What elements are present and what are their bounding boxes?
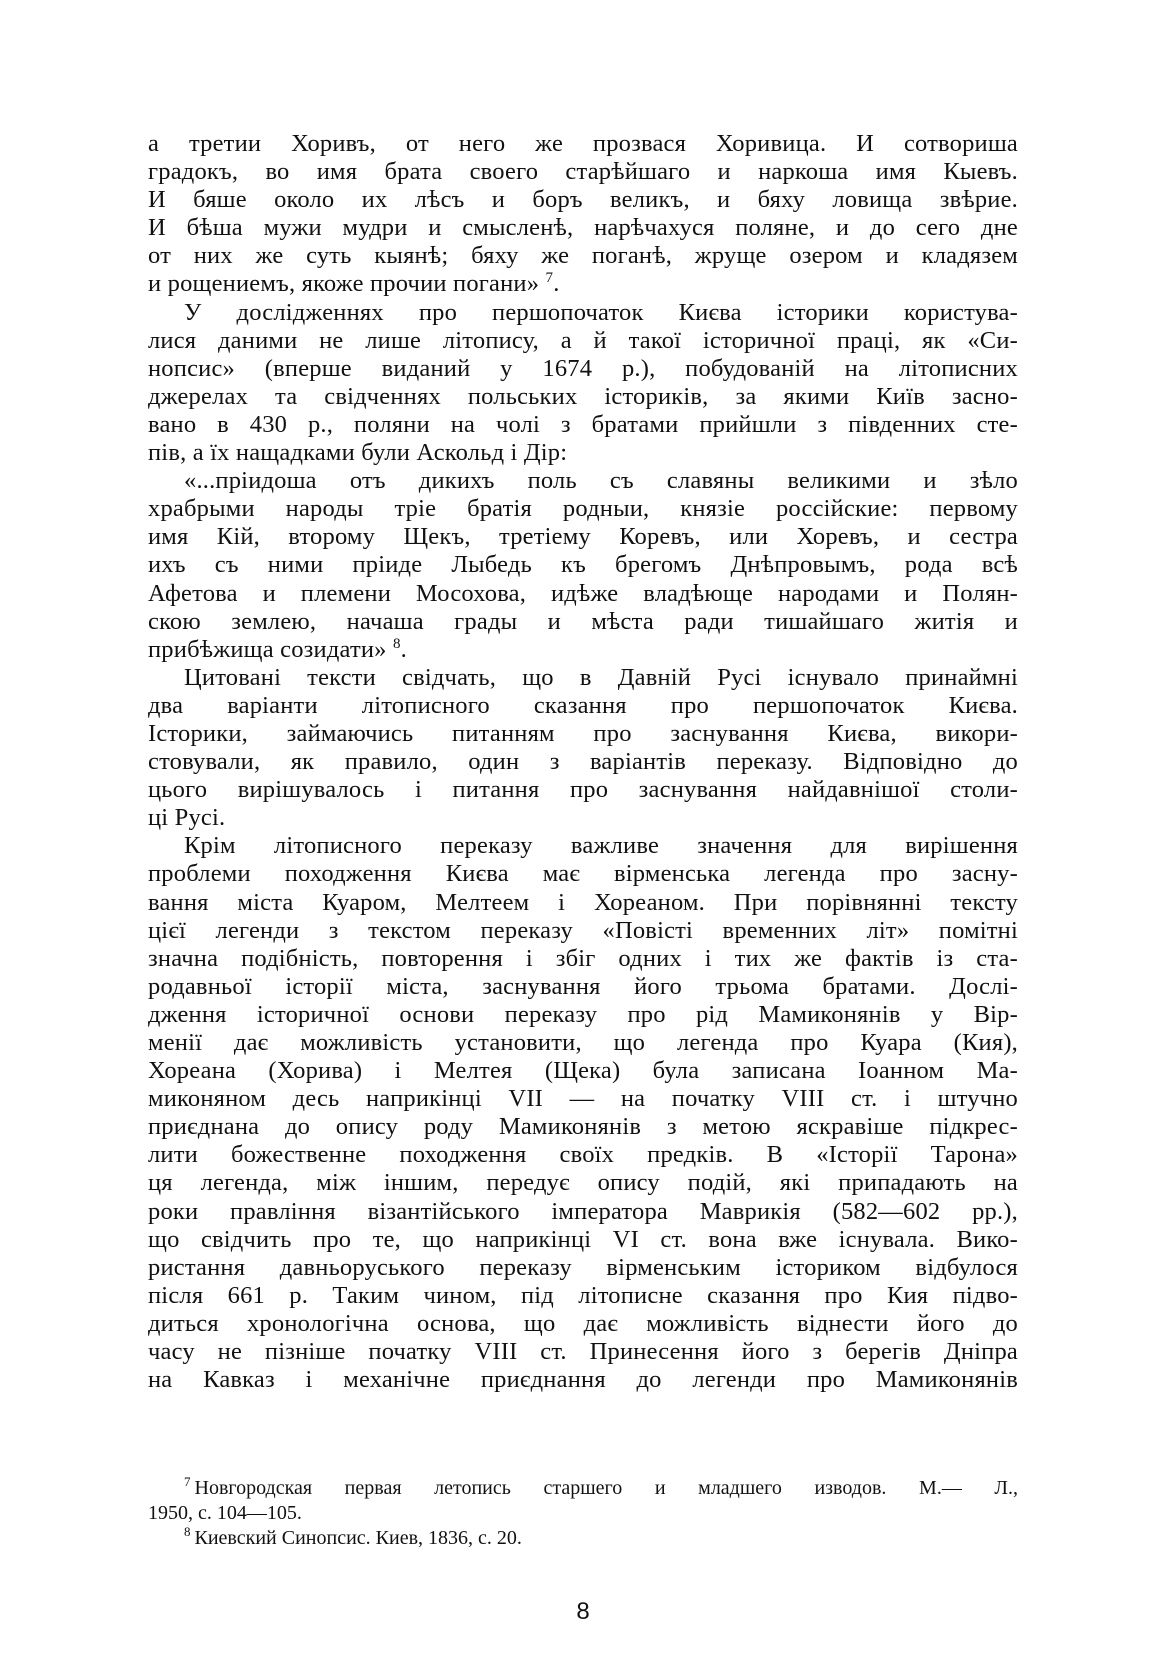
text-line: дження історичної основи переказу про рід Мамиконянів у Вір-	[148, 1000, 1018, 1028]
footnote-mark-7: 7	[184, 1474, 191, 1490]
footnote-7-text: Новгородская первая летопись старшего и младшего изводов. М.— Л.,	[194, 1477, 1018, 1499]
text-line: на Кавказ і механічне приєднання до легенди про Мамиконянів	[148, 1366, 1018, 1394]
footnote-7	[148, 1476, 1018, 1501]
text-line: ці Русі.	[148, 804, 226, 832]
text-line: У дослідженнях про першопочаток Києва історики користува-	[184, 298, 1018, 326]
text-line: менії дає можливість установити, що легенда про Куара (Кия),	[148, 1029, 1018, 1056]
body-text	[148, 130, 1018, 1394]
quote-line: «...пріидоша отъ дикихъ поль съ славяны великими и зѣло	[184, 467, 1018, 495]
page-number: 8	[576, 1598, 590, 1625]
text-line: після 661 р. Таким чином, під літописне сказання про Кия підво-	[148, 1281, 1018, 1309]
text-line: И бяше около их лѣсъ и боръ великъ, и бяху ловища звѣрие.	[148, 186, 1018, 214]
text-line: И бѣша мужи мудри и смысленѣ, нарѣчахуся поляне, и до сего дне	[148, 214, 1018, 242]
text-line: градокъ, во имя брата своего старѣйшаго и наркоша имя Кыевъ.	[148, 158, 1018, 186]
footnotes	[148, 1476, 1018, 1551]
footnote-7-continuation: 1950, с. 104—105.	[148, 1502, 302, 1524]
text-line: диться хронологічна основа, що дає можливість віднести його до	[148, 1309, 1018, 1337]
text-line: два варіанти літописного сказання про першопочаток Києва.	[148, 691, 1018, 719]
text-line: ця легенда, між іншим, передує опису подій, які припадають на	[148, 1169, 1018, 1197]
quote-line: прибѣжища созидати»	[148, 635, 387, 663]
quote-line: имя Кій, второму Щекъ, третіему Коревъ, или Хоревъ, и сестра	[148, 523, 1018, 551]
text-line: вання міста Куаром, Мелтеем і Хореаном. При порівнянні тексту	[148, 888, 1018, 916]
text-line: роки правління візантійського імператора Маврикія (582—602 рр.),	[148, 1197, 1018, 1225]
text-line: приєднана до опису роду Мамиконянів з метою яскравіше підкрес-	[148, 1113, 1018, 1141]
main-text	[148, 130, 1018, 1394]
quote-line-with-ref: прибѣжища созидати» $^8$.	[148, 635, 407, 663]
text-line: джерелах та свідченнях польських істориків, за якими Київ засно-	[148, 382, 1018, 410]
footnote-ref-7: 7	[545, 270, 554, 287]
text-line: часу не пізніше початку VIII ст. Принесення його з берегів Дніпра	[148, 1338, 1018, 1366]
text-line: а третии Хоривъ, от него же прозвася Хоривица. И сотвориша	[148, 130, 1018, 157]
text-line: Історики, займаючись питанням про заснування Києва, викори-	[148, 719, 1018, 747]
text-line: нопсис» (вперше виданий у 1674 р.), побудованій на літописних	[148, 354, 1018, 382]
text-line: от них же суть кыянѣ; бяху же поганѣ, жруще озером и кладязем	[148, 242, 1018, 270]
text-line: стовували, як правило, один з варіантів переказу. Відповідно до	[148, 748, 1018, 776]
text-line: значна подібність, повторення і збіг одних і тих же фактів із ста-	[148, 944, 1018, 972]
text-line: Крім літописного переказу важливе значення для вирішення	[184, 832, 1018, 860]
text-line: проблеми походження Києва має вірменська легенда про засну-	[148, 860, 1018, 888]
text-line: Хореана (Хорива) і Мелтея (Щека) була записана Іоанном Ма-	[148, 1057, 1018, 1085]
footnote-mark-8: 8	[184, 1524, 191, 1540]
text-line: лити божественне походження своїх предків. В «Історії Тарона»	[148, 1141, 1018, 1169]
text-line: цього вирішувалось і питання про заснування найдавнішої столи-	[148, 776, 1018, 804]
text-line: пів, а їх нащадками були Аскольд і Дір:	[148, 439, 568, 467]
text-line: и рощениемъ, якоже прочии погани»	[148, 270, 540, 298]
footnote-8	[148, 1526, 1018, 1551]
text-line: цієї легенди з текстом переказу «Повісті временних літ» помітні	[148, 916, 1018, 944]
footnote-8-text: Киевский Синопсис. Киев, 1836, с. 20.	[194, 1527, 522, 1549]
quote-line: ихъ съ ними пріиде Лыбедь къ брегомъ Днѣпровымъ, рода всѣ	[148, 551, 1018, 579]
text-line: миконяном десь наприкінці VII — на початку VIII ст. і штучно	[148, 1085, 1018, 1113]
footnote-ref-8: 8	[392, 635, 401, 652]
text-line: ристання давньоруського переказу вірменським істориком відбулося	[148, 1253, 1018, 1281]
quote-line: Афетова и племени Мосохова, идѣже владѣюще народами и Полян-	[148, 579, 1018, 607]
text-line: лися даними не лише літопису, а й такої історичної праці, як «Си-	[148, 326, 1018, 354]
text-line: родавньої історії міста, заснування його трьома братами. Дослі-	[148, 972, 1018, 1000]
text-line: вано в 430 р., поляни на чолі з братами прийшли з південних сте-	[148, 410, 1018, 438]
text-line-with-ref: и рощениемъ, якоже прочии погани» $^7$.	[148, 270, 560, 298]
text-line: Цитовані тексти свідчать, що в Давній Русі існувало принаймні	[184, 663, 1018, 691]
text-line: що свідчить про те, що наприкінці VI ст. вона вже існувала. Вико-	[148, 1225, 1018, 1253]
quote-line: скою землею, начаша грады и мѣста ради тишайшаго житія и	[148, 607, 1018, 635]
quote-line: храбрыми народы тріе братія родныи, князіе россійские: первому	[148, 495, 1018, 523]
